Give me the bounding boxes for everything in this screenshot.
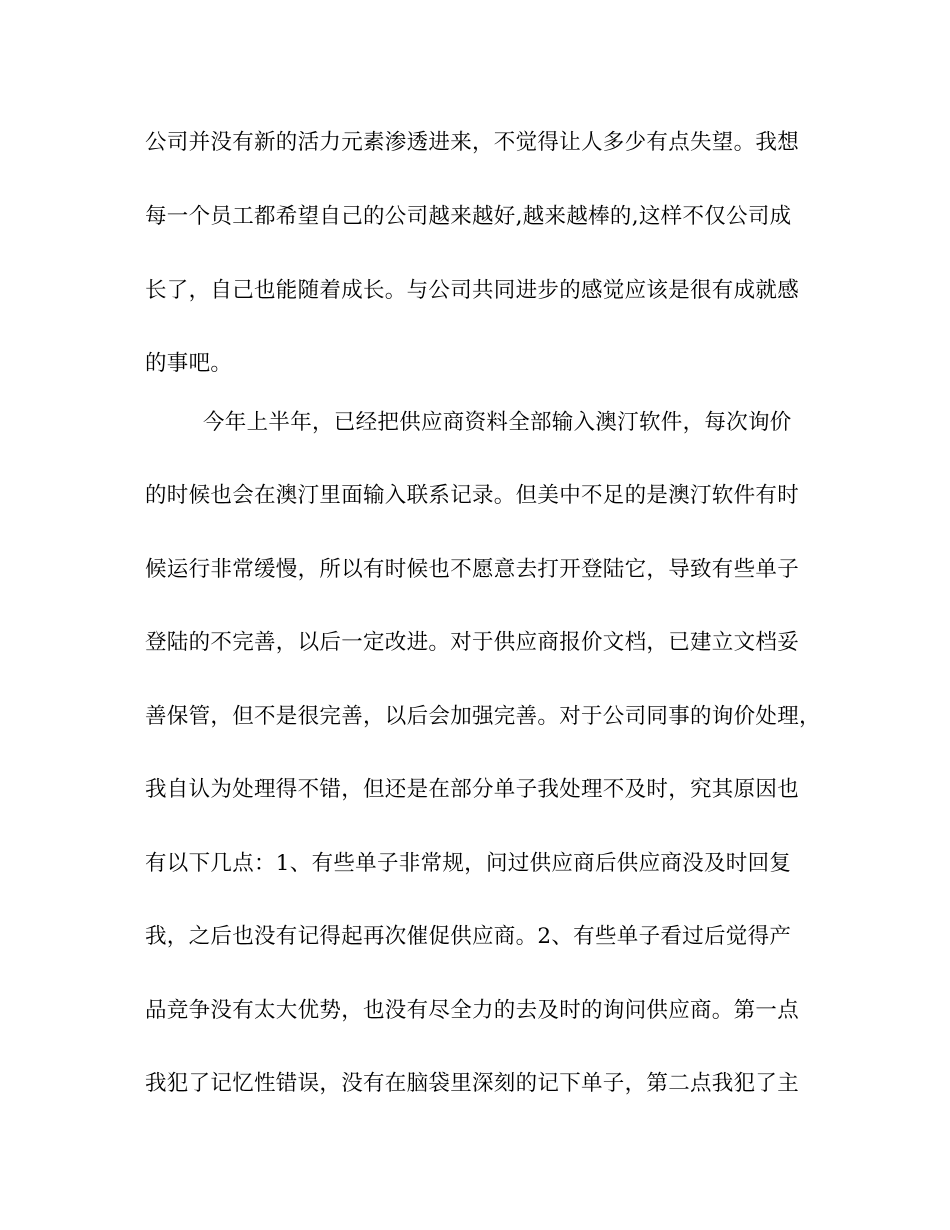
text-line: 我犯了记忆性错误，没有在脑袋里深刻的记下单子，第二点我犯了主 [145,1071,800,1096]
text-line: 的时候也会在澳汀里面输入联系记录。但美中不足的是澳汀软件有时 [145,483,800,508]
text-line: 我自认为处理得不错，但还是在部分单子我处理不及时，究其原因也 [145,777,800,802]
text-line: 长了，自己也能随着成长。与公司共同进步的感觉应该是很有成就感 [145,278,800,303]
text-line: 善保管，但不是很完善，以后会加强完善。对于公司同事的询价处理， [145,704,821,729]
paragraph-first-line: 今年上半年，已经把供应商资料全部输入澳汀软件，每次询价 [203,410,792,435]
text-line: 的事吧。 [145,351,233,376]
text-line: 品竞争没有太大优势，也没有尽全力的去及时的询问供应商。第一点 [145,998,800,1023]
text-line: 每一个员工都希望自己的公司越来越好,越来越棒的,这样不仅公司成 [145,204,792,229]
text-line: 我，之后也没有记得起再次催促供应商。2、有些单子看过后觉得产 [145,924,792,949]
text-line: 登陆的不完善，以后一定改进。对于供应商报价文档，已建立文档妥 [145,630,800,655]
text-line: 公司并没有新的活力元素渗透进来，不觉得让人多少有点失望。我想 [145,130,800,155]
text-line: 候运行非常缓慢，所以有时候也不愿意去打开登陆它，导致有些单子 [145,557,800,582]
text-line: 有以下几点：1、有些单子非常规，问过供应商后供应商没及时回复 [145,851,792,876]
